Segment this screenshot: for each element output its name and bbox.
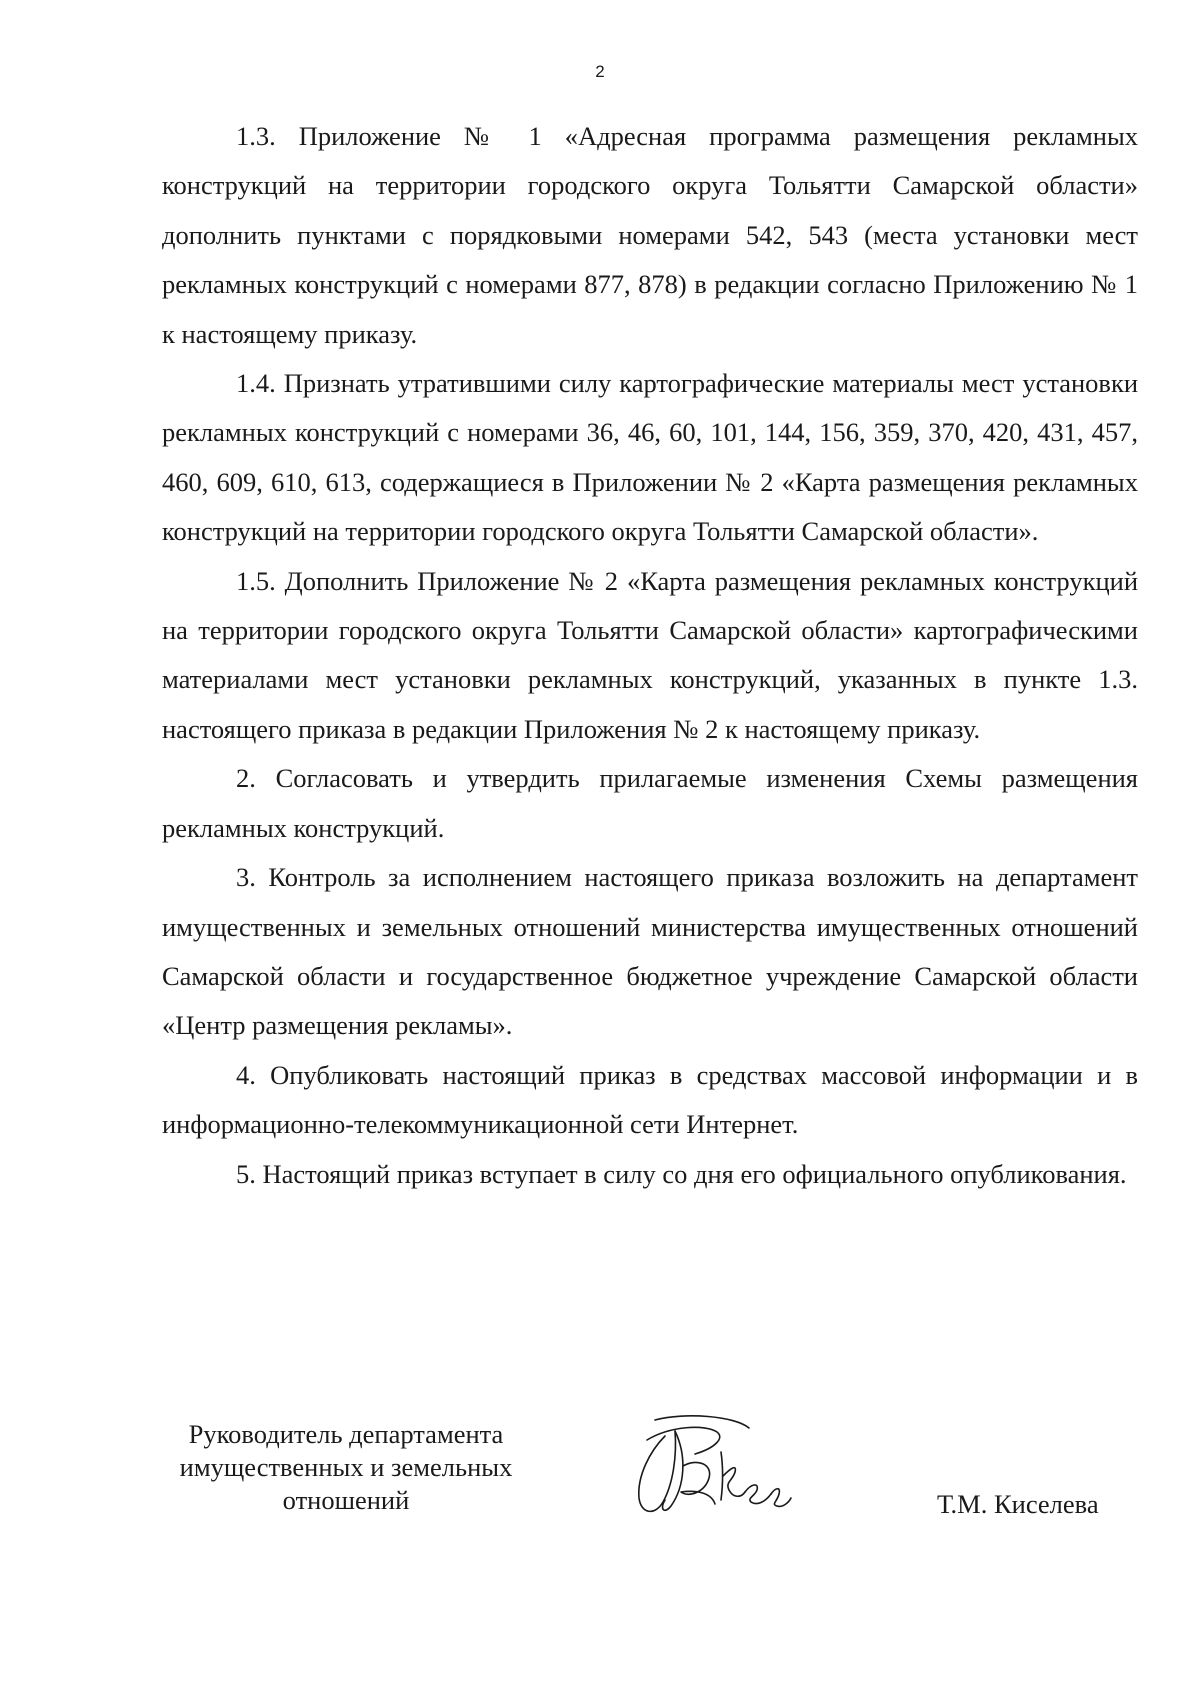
paragraph-1-4: 1.4. Признать утратившими силу картографические материалы мест установки рекламных конструкций с номерами 36, 46, 60, 101, 144, 156, 359, 370, 420, 431, 457, 460, 609, 610, 613, содержащиеся в Приложении № 2 «Карта размещения рекламных конструкций на территории городского округа Тольятти Самарской области». bbox=[162, 368, 1138, 547]
paragraph-1-3: 1.3. Приложение № 1 «Адресная программа размещения рекламных конструкций на территории городского округа Тольятти Самарской области» дополнить пунктами с порядковыми номерами 542, 543 (места установки мест рекламных конструкций с номерами 877, 878) в редакции согласно Приложению № 1 к настоящему приказу. bbox=[162, 121, 1138, 349]
page-number: 2 bbox=[595, 62, 605, 81]
paragraph-4: 4. Опубликовать настоящий приказ в средствах массовой информации и в информационно-телекоммуникационной сети Интернет. bbox=[162, 1059, 1138, 1140]
paragraph-2: 2. Согласовать и утвердить прилагаемые изменения Схемы размещения рекламных конструкций. bbox=[162, 763, 1138, 843]
signer-position bbox=[165, 1418, 527, 1517]
paragraph-1-5: 1.5. Дополнить Приложение № 2 «Карта размещения рекламных конструкций на территории городского округа Тольятти Самарской области» картографическими материалами мест установки рекламных конструкций, указанных в пункте 1.3. настоящего приказа в редакции Приложения № 2 к настоящему приказу. bbox=[162, 565, 1138, 744]
paragraph-5: 5. Настоящий приказ вступает в силу со дня его официального опубликования. bbox=[236, 1158, 1127, 1189]
signer-position-line: отношений bbox=[282, 1485, 410, 1515]
signer-position-line: имущественных и земельных bbox=[179, 1452, 513, 1482]
signer-position-line: Руководитель департамента bbox=[188, 1419, 504, 1449]
handwritten-signature bbox=[625, 1406, 795, 1526]
signature-block bbox=[0, 1418, 1200, 1538]
document-body bbox=[162, 112, 1138, 1199]
signer-name: Т.М. Киселева bbox=[937, 1489, 1099, 1519]
paragraph-3: 3. Контроль за исполнением настоящего приказа возложить на департамент имущественных и земельных отношений министерства имущественных отношений Самарской области и государственное бюджетное учреждение Самарской области «Центр размещения рекламы». bbox=[162, 862, 1138, 1041]
